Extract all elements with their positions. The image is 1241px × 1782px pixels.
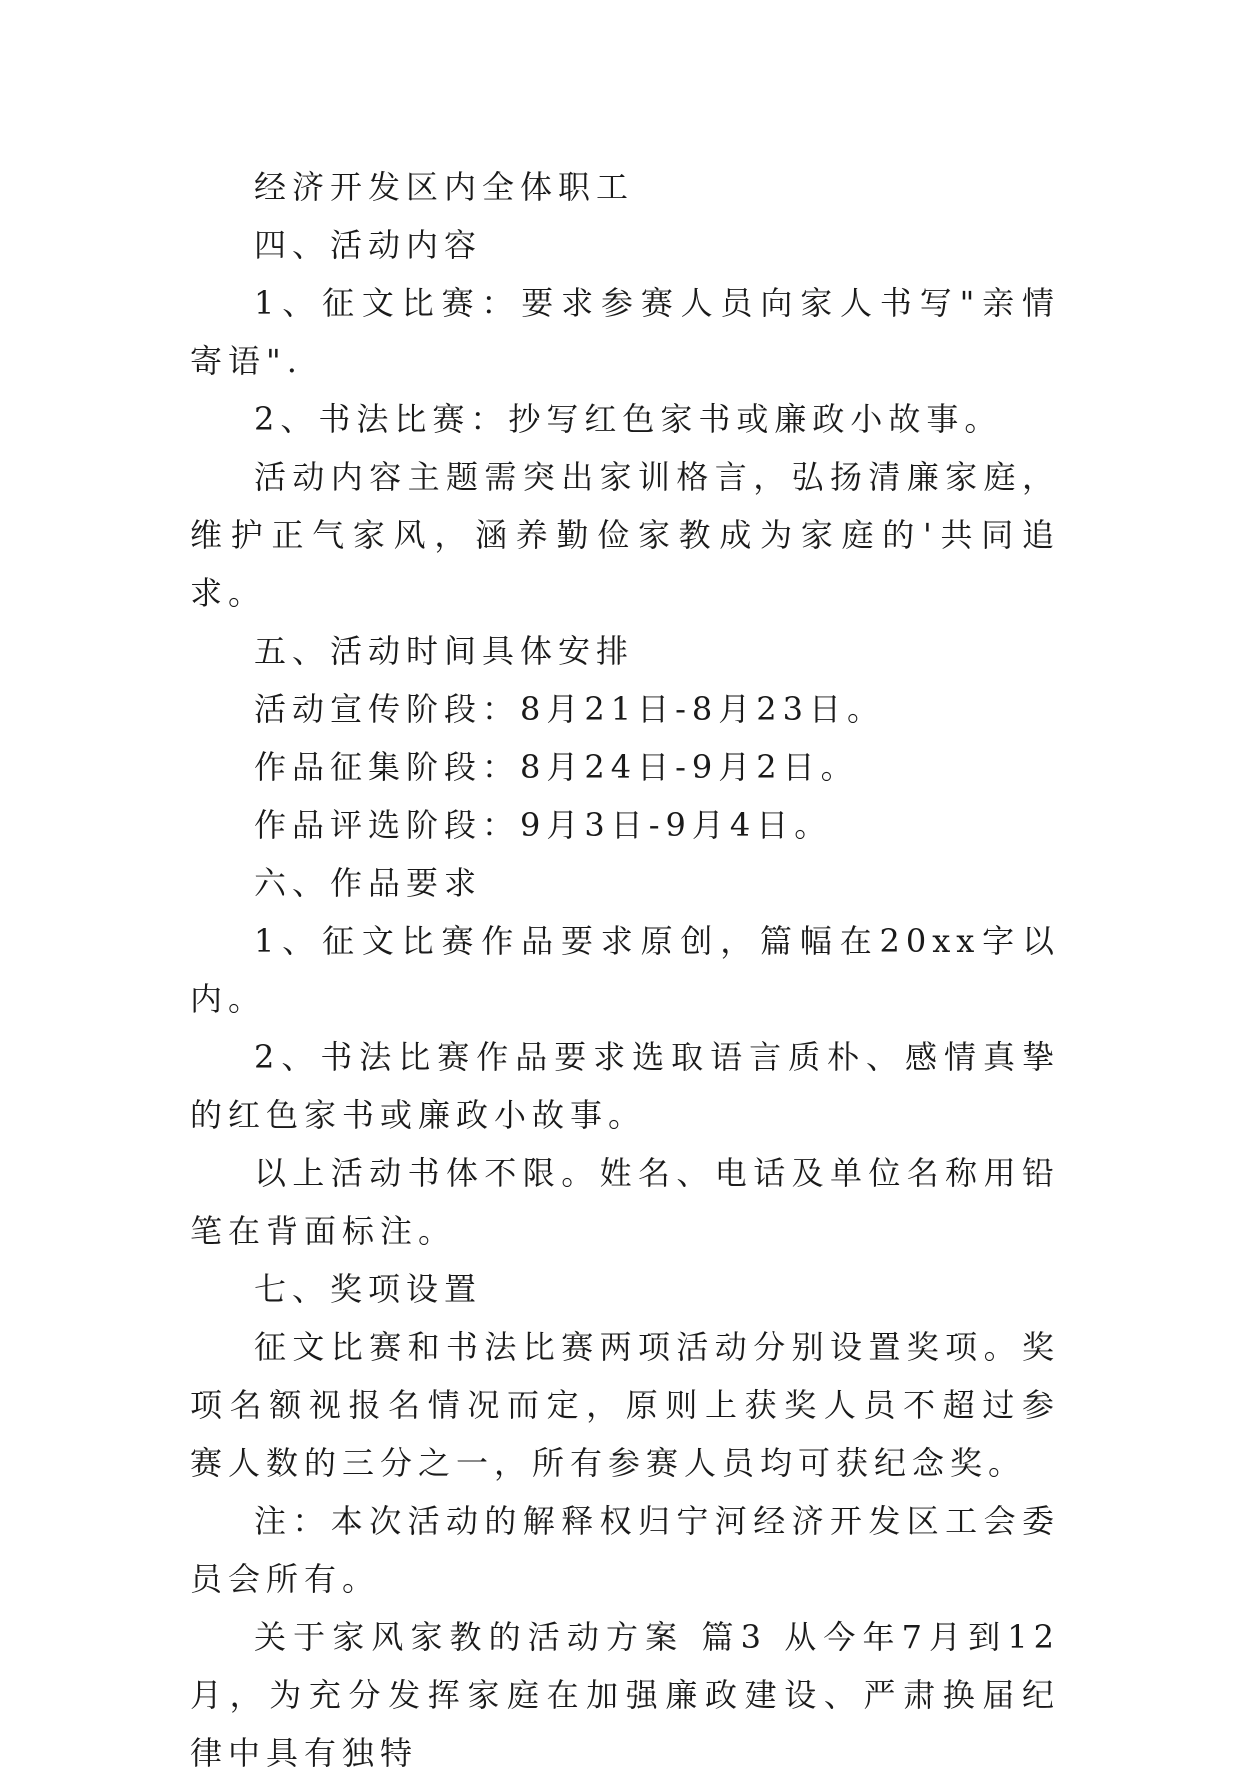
paragraph-essay-contest: 1、征文比赛：要求参赛人员向家人书写"亲情寄语". — [190, 284, 1060, 380]
paragraph-essay-requirement: 1、征文比赛作品要求原创，篇幅在20xx字以内。 — [190, 922, 1060, 1018]
heading-awards: 七、奖项设置 — [254, 1270, 483, 1308]
paragraph-publicity-stage: 活动宣传阶段：8月21日-8月23日。 — [254, 690, 885, 728]
paragraph-note: 注：本次活动的解释权归宁河经济开发区工会委员会所有。 — [190, 1502, 1060, 1598]
heading-work-requirements: 六、作品要求 — [254, 864, 483, 902]
paragraph-plan-3-intro: 关于家风家教的活动方案 篇3 从今年7月到12月，为充分发挥家庭在加强廉政建设、严肃换届纪律中具有独特 — [190, 1618, 1060, 1772]
paragraph-collection-stage: 作品征集阶段：8月24日-9月2日。 — [254, 748, 859, 786]
document-body — [190, 158, 1060, 1782]
paragraph-awards: 征文比赛和书法比赛两项活动分别设置奖项。奖项名额视报名情况而定，原则上获奖人员不超过参赛人数的三分之一，所有参赛人员均可获纪念奖。 — [190, 1328, 1060, 1482]
paragraph-participants: 经济开发区内全体职工 — [254, 168, 635, 206]
heading-schedule: 五、活动时间具体安排 — [254, 632, 635, 670]
paragraph-selection-stage: 作品评选阶段：9月3日-9月4日。 — [254, 806, 833, 844]
paragraph-theme: 活动内容主题需突出家训格言，弘扬清廉家庭，维护正气家风，涵养勤俭家教成为家庭的'共同追求。 — [190, 458, 1060, 612]
paragraph-general-requirement: 以上活动书体不限。姓名、电话及单位名称用铅笔在背面标注。 — [190, 1154, 1060, 1250]
paragraph-calligraphy-contest: 2、书法比赛：抄写红色家书或廉政小故事。 — [254, 400, 1003, 438]
paragraph-calligraphy-requirement: 2、书法比赛作品要求选取语言质朴、感情真挚的红色家书或廉政小故事。 — [190, 1038, 1060, 1134]
heading-activity-content: 四、活动内容 — [254, 226, 483, 264]
